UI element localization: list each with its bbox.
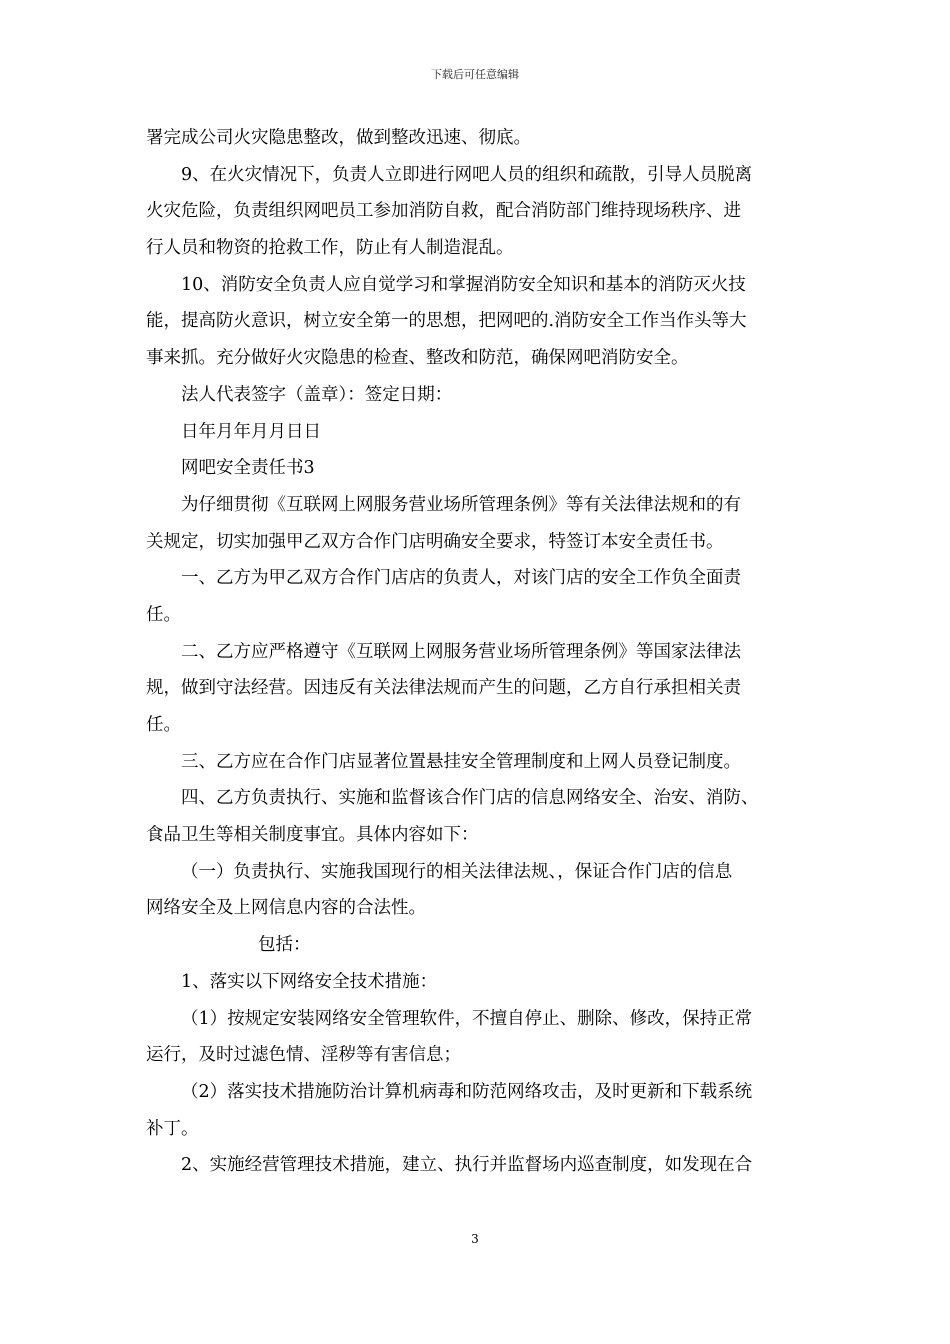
- page-number: 3: [471, 1232, 479, 1246]
- text-line: 运行，及时过滤色情、淫秽等有害信息；: [146, 1045, 461, 1066]
- text-line: （1）按规定安装网络安全管理软件，不擅自停止、删除、修改，保持正常: [181, 1008, 753, 1029]
- text-line: 二、乙方应严格遵守《互联网上网服务营业场所管理条例》等国家法律法: [181, 641, 741, 662]
- text-line: 任。: [146, 715, 181, 735]
- text-line: 日年月年月月日日: [181, 421, 321, 442]
- text-line: 事来抓。充分做好火灾隐患的检查、整改和防范，确保网吧消防安全。: [146, 348, 689, 369]
- text-line: 三、乙方应在合作门店显著位置悬挂安全管理制度和上网人员登记制度。: [181, 751, 741, 772]
- document-body: [146, 120, 806, 1184]
- text-line: 四、乙方负责执行、实施和监督该合作门店的信息网络安全、治安、消防、: [181, 788, 759, 809]
- text-line: 9、在火灾情况下，负责人立即进行网吧人员的组织和疏散，引导人员脱离: [181, 164, 753, 185]
- text-line: 包括：: [258, 935, 311, 956]
- text-line: 能，提高防火意识，树立安全第一的思想，把网吧的.消防安全工作当作头等大: [146, 311, 747, 332]
- text-line: 食品卫生等相关制度事宜。具体内容如下：: [146, 825, 479, 846]
- text-line: 关规定，切实加强甲乙双方合作门店明确安全要求，特签订本安全责任书。: [146, 531, 724, 552]
- text-line: 补丁。: [146, 1118, 199, 1139]
- text-line: （一）负责执行、实施我国现行的相关法律法规、，保证合作门店的信息: [181, 861, 733, 882]
- text-line: 一、乙方为甲乙双方合作门店店的负责人，对该门店的安全工作负全面责: [181, 568, 741, 589]
- text-line: 法人代表签字（盖章）：签定日期：: [181, 384, 453, 405]
- text-line: 网络安全及上网信息内容的合法性。: [146, 898, 426, 919]
- text-line: 署完成公司火灾隐患整改，做到整改迅速、彻底。: [146, 128, 531, 148]
- text-line: （2）落实技术措施防治计算机病毒和防范网络攻击，及时更新和下载系统: [181, 1081, 753, 1102]
- text-line: 任。: [146, 604, 181, 625]
- text-line: 网吧安全责任书3: [181, 458, 315, 479]
- text-line: 1、落实以下网络安全技术措施：: [181, 971, 438, 992]
- text-line: 为仔细贯彻《互联网上网服务营业场所管理条例》等有关法律法规和的有: [181, 494, 741, 515]
- text-line: 2、实施经营管理技术措施，建立、执行并监督场内巡查制度，如发现在合: [181, 1155, 753, 1176]
- text-line: 火灾危险，负责组织网吧员工参加消防自救，配合消防部门维持现场秩序、进: [146, 201, 741, 222]
- page-header: 下载后可任意编辑: [431, 68, 519, 81]
- text-line: 行人员和物资的抢救工作，防止有人制造混乱。: [146, 238, 514, 259]
- text-line: 规，做到守法经营。因违反有关法律法规而产生的问题，乙方自行承担相关责: [146, 678, 741, 699]
- text-line: 10、消防安全负责人应自觉学习和掌握消防安全知识和基本的消防灭火技: [181, 274, 746, 295]
